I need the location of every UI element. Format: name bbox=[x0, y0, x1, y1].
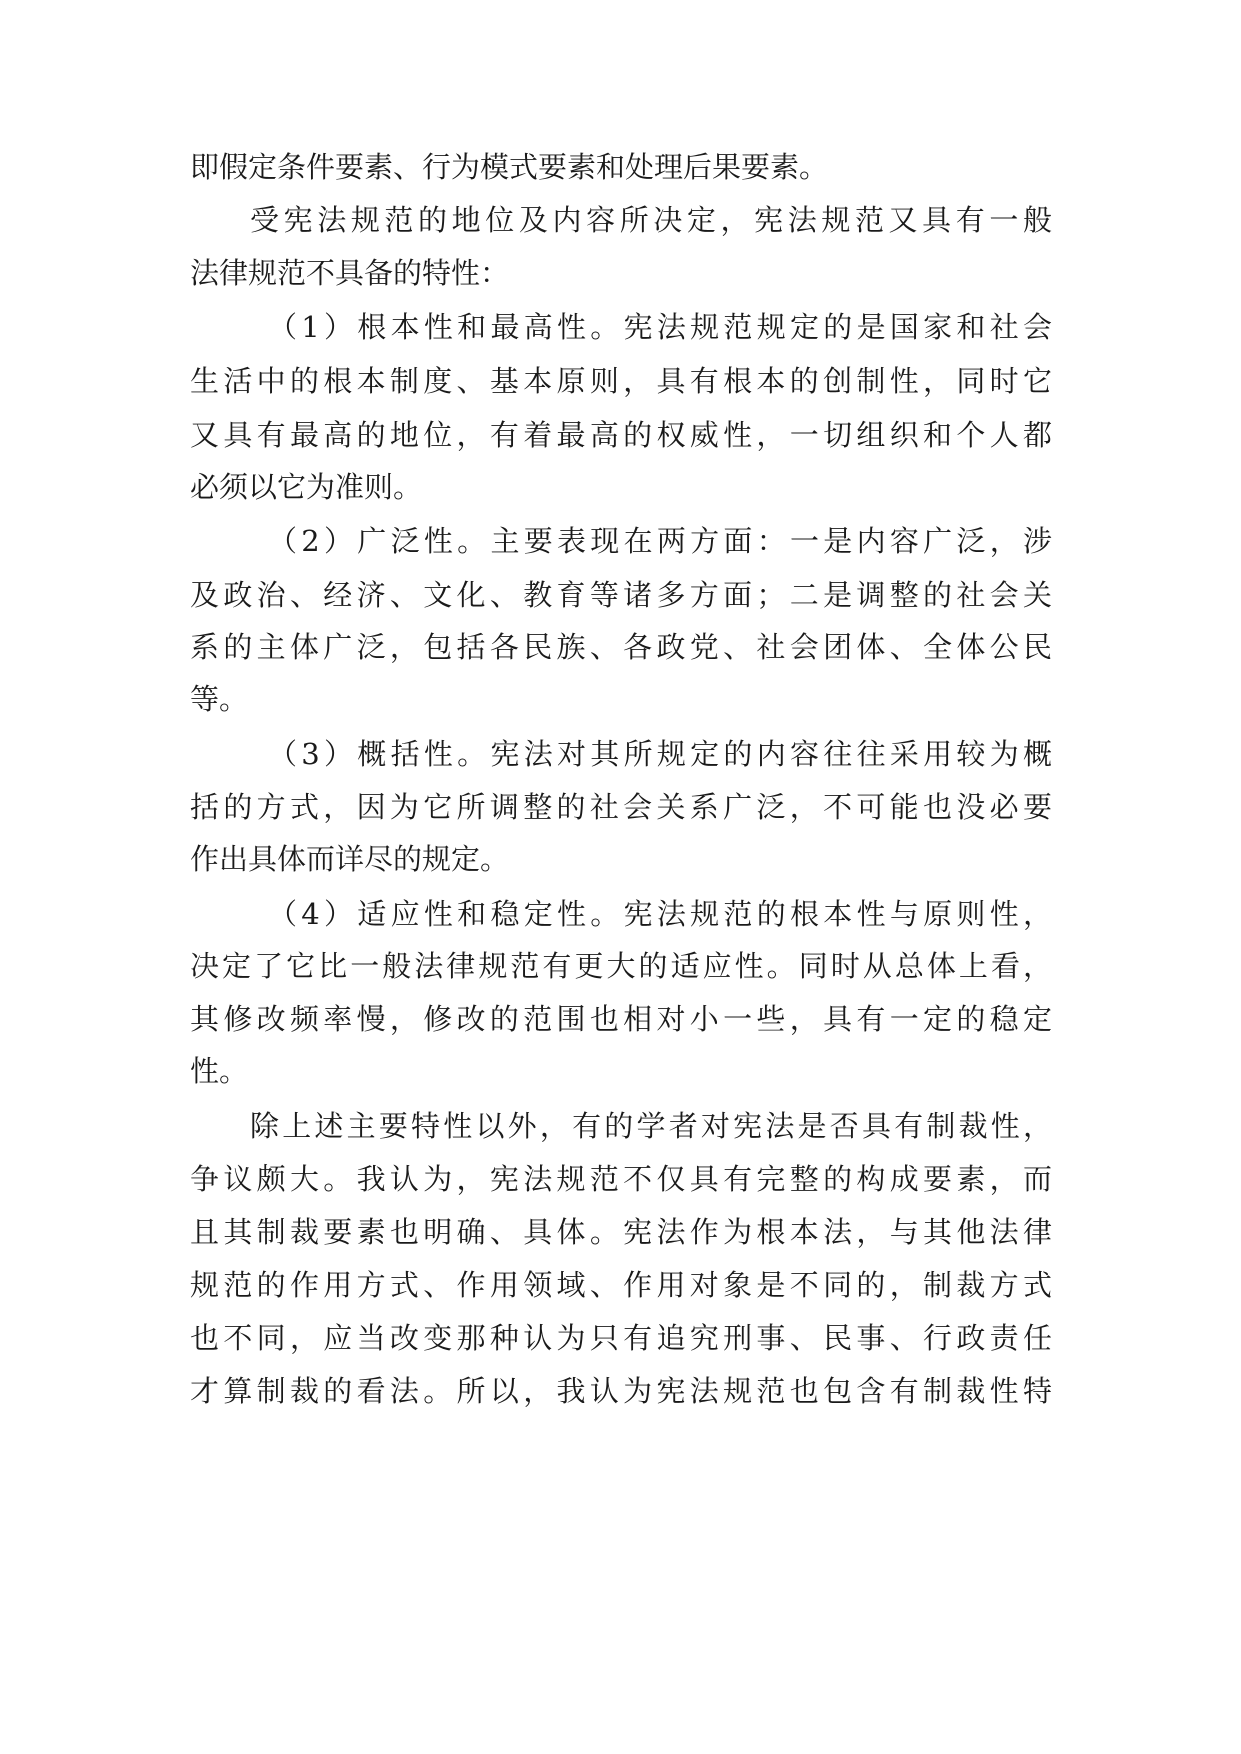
text-line: （2）广泛性。主要表现在两方面：一是内容广泛，涉 bbox=[268, 524, 1052, 558]
text-line: 受宪法规范的地位及内容所决定，宪法规范又具有一般 bbox=[250, 203, 1052, 237]
text-line: 法律规范不具备的特性： bbox=[190, 256, 510, 290]
text-line: 系的主体广泛，包括各民族、各政党、社会团体、全体公民 bbox=[190, 630, 1052, 664]
text-line: 性。 bbox=[190, 1054, 249, 1088]
text-line: 括的方式，因为它所调整的社会关系广泛，不可能也没必要 bbox=[190, 790, 1052, 824]
text-line: 又具有最高的地位，有着最高的权威性，一切组织和个人都 bbox=[190, 418, 1052, 452]
text-line: 除上述主要特性以外，有的学者对宪法是否具有制裁性， bbox=[250, 1109, 1052, 1143]
text-line: 等。 bbox=[190, 682, 249, 716]
text-line: 及政治、经济、文化、教育等诸多方面；二是调整的社会关 bbox=[190, 578, 1052, 612]
text-line: 生活中的根本制度、基本原则，具有根本的创制性，同时它 bbox=[190, 364, 1052, 398]
text-line: 即假定条件要素、行为模式要素和处理后果要素。 bbox=[190, 150, 829, 184]
text-line: 必须以它为准则。 bbox=[190, 470, 423, 504]
text-line: 才算制裁的看法。所以，我认为宪法规范也包含有制裁性特 bbox=[190, 1374, 1052, 1408]
text-line: 作出具体而详尽的规定。 bbox=[190, 842, 510, 876]
text-line: 且其制裁要素也明确、具体。宪法作为根本法，与其他法律 bbox=[190, 1215, 1052, 1249]
text-line: （3）概括性。宪法对其所规定的内容往往采用较为概 bbox=[268, 737, 1052, 771]
text-line: 也不同，应当改变那种认为只有追究刑事、民事、行政责任 bbox=[190, 1321, 1052, 1355]
text-line: 争议颇大。我认为，宪法规范不仅具有完整的构成要素，而 bbox=[190, 1162, 1052, 1196]
text-line: （1）根本性和最高性。宪法规范规定的是国家和社会 bbox=[268, 310, 1052, 344]
text-line: （4）适应性和稳定性。宪法规范的根本性与原则性， bbox=[268, 897, 1052, 931]
text-line: 其修改频率慢，修改的范围也相对小一些，具有一定的稳定 bbox=[190, 1002, 1052, 1036]
text-line: 决定了它比一般法律规范有更大的适应性。同时从总体上看， bbox=[190, 949, 1052, 983]
text-line: 规范的作用方式、作用领域、作用对象是不同的，制裁方式 bbox=[190, 1268, 1052, 1302]
